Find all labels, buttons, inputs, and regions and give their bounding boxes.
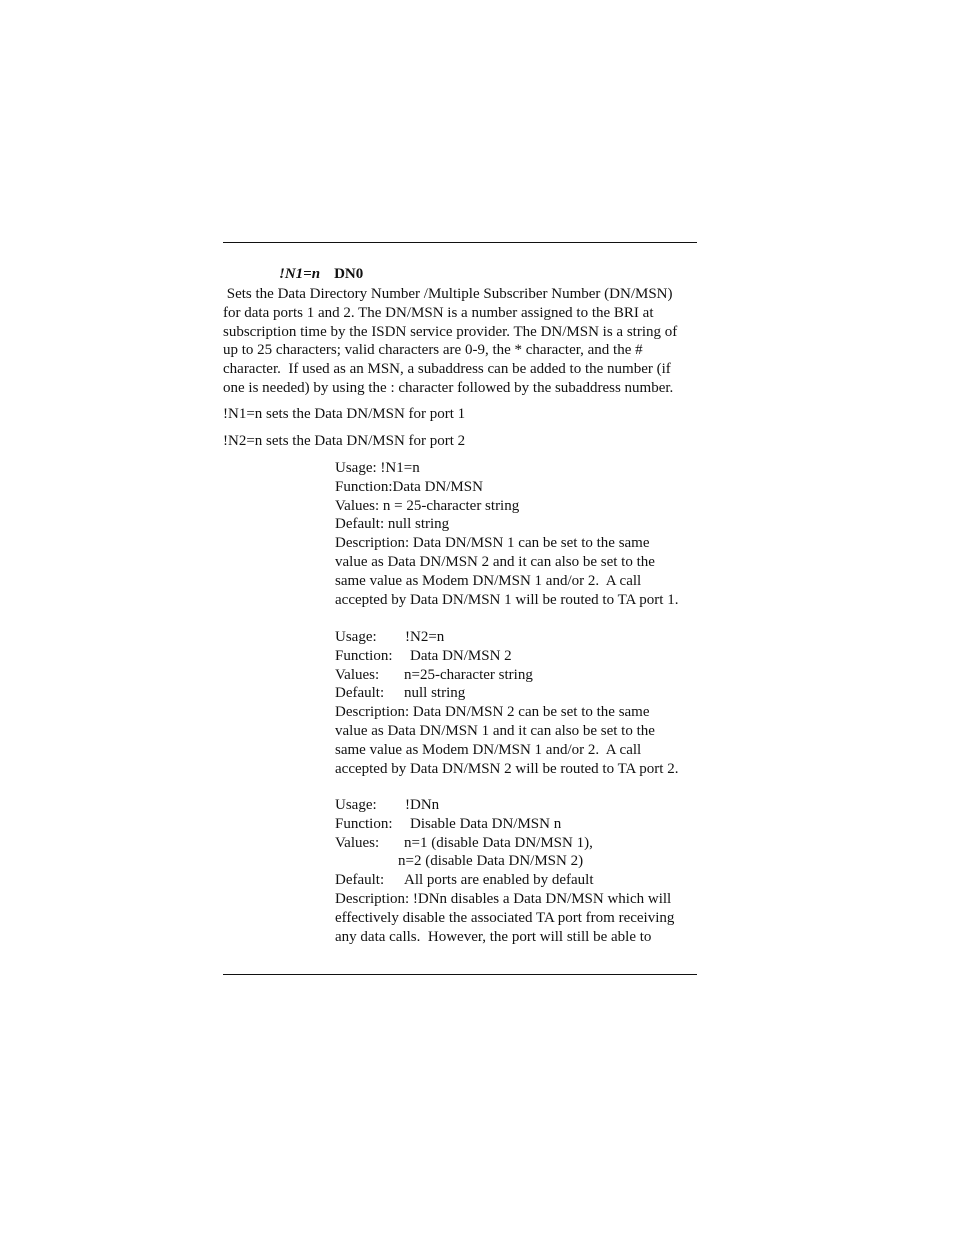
intro-line: Sets the Data Directory Number /Multiple Subscriber Number (DN/MSN) bbox=[223, 286, 673, 302]
usage-line bbox=[335, 796, 700, 815]
usage-label: Usage: bbox=[335, 797, 377, 813]
function-label: Function: bbox=[335, 815, 393, 832]
default-label: Default: bbox=[335, 872, 385, 889]
description-line: effectively disable the associated TA port from receiving bbox=[335, 909, 675, 926]
default-value: All ports are enabled by default bbox=[404, 872, 594, 889]
default-value: null string bbox=[404, 685, 466, 702]
intro-paragraph bbox=[223, 285, 697, 398]
function-line bbox=[335, 815, 700, 834]
default-label: Default: bbox=[335, 685, 385, 702]
description-line: Description: Data DN/MSN 1 can be set to the same bbox=[335, 535, 650, 552]
function-value: Disable Data DN/MSN n bbox=[410, 815, 562, 832]
usage-value: !N2=n bbox=[405, 629, 445, 645]
bottom-rule bbox=[223, 974, 697, 975]
function-line: Function:Data DN/MSN bbox=[335, 478, 483, 495]
default-line bbox=[335, 684, 700, 703]
intro-line: character. If used as an MSN, a subaddress can be added to the number (if bbox=[223, 361, 671, 378]
description-line: accepted by Data DN/MSN 2 will be routed to TA port 2. bbox=[335, 760, 679, 777]
description-line: accepted by Data DN/MSN 1 will be routed to TA port 1. bbox=[335, 591, 679, 608]
command-name: !N1=n bbox=[279, 266, 321, 282]
values-label: Values: bbox=[335, 834, 380, 851]
top-rule bbox=[223, 242, 697, 243]
usage-line bbox=[335, 628, 700, 647]
values-value: n=2 (disable Data DN/MSN 2) bbox=[398, 853, 584, 870]
description-line: value as Data DN/MSN 2 and it can also be set to the bbox=[335, 553, 655, 570]
port2-description: !N2=n sets the Data DN/MSN for port 2 bbox=[223, 433, 466, 449]
command-code: DN0 bbox=[334, 266, 364, 282]
default-line bbox=[335, 871, 700, 890]
values-line bbox=[335, 834, 700, 853]
intro-line: up to 25 characters; valid characters are 0-9, the * character, and the # bbox=[223, 342, 643, 359]
dn-usage-block bbox=[335, 796, 700, 946]
description-line: any data calls. However, the port will still be able to bbox=[335, 928, 652, 945]
n1-usage-block bbox=[335, 459, 700, 609]
usage-value: !DNn bbox=[405, 797, 440, 813]
values-value: n=1 (disable Data DN/MSN 1), bbox=[404, 834, 593, 851]
values-line-continued bbox=[335, 852, 700, 871]
values-value: n=25-character string bbox=[404, 666, 533, 683]
description-line: Description: Data DN/MSN 2 can be set to the same bbox=[335, 704, 650, 721]
default-line: Default: null string bbox=[335, 516, 450, 533]
usage-line: Usage: !N1=n bbox=[335, 460, 420, 476]
description-line: same value as Modem DN/MSN 1 and/or 2. A call bbox=[335, 741, 642, 758]
intro-line: subscription time by the ISDN service provider. The DN/MSN is a string of bbox=[223, 323, 678, 340]
n2-usage-block bbox=[335, 628, 700, 778]
values-line: Values: n = 25-character string bbox=[335, 497, 520, 514]
description-line: Description: !DNn disables a Data DN/MSN which will bbox=[335, 890, 672, 907]
function-label: Function: bbox=[335, 647, 393, 664]
section-heading bbox=[279, 265, 363, 284]
function-line bbox=[335, 647, 700, 666]
values-label: Values: bbox=[335, 666, 380, 683]
intro-line: for data ports 1 and 2. The DN/MSN is a number assigned to the BRI at bbox=[223, 304, 654, 321]
description-line: value as Data DN/MSN 1 and it can also be set to the bbox=[335, 722, 655, 739]
values-line bbox=[335, 666, 700, 685]
usage-label: Usage: bbox=[335, 629, 377, 645]
intro-line: one is needed) by using the : character followed by the subaddress number. bbox=[223, 379, 674, 396]
port1-description: !N1=n sets the Data DN/MSN for port 1 bbox=[223, 406, 466, 422]
description-line: same value as Modem DN/MSN 1 and/or 2. A call bbox=[335, 572, 642, 589]
function-value: Data DN/MSN 2 bbox=[410, 647, 512, 664]
